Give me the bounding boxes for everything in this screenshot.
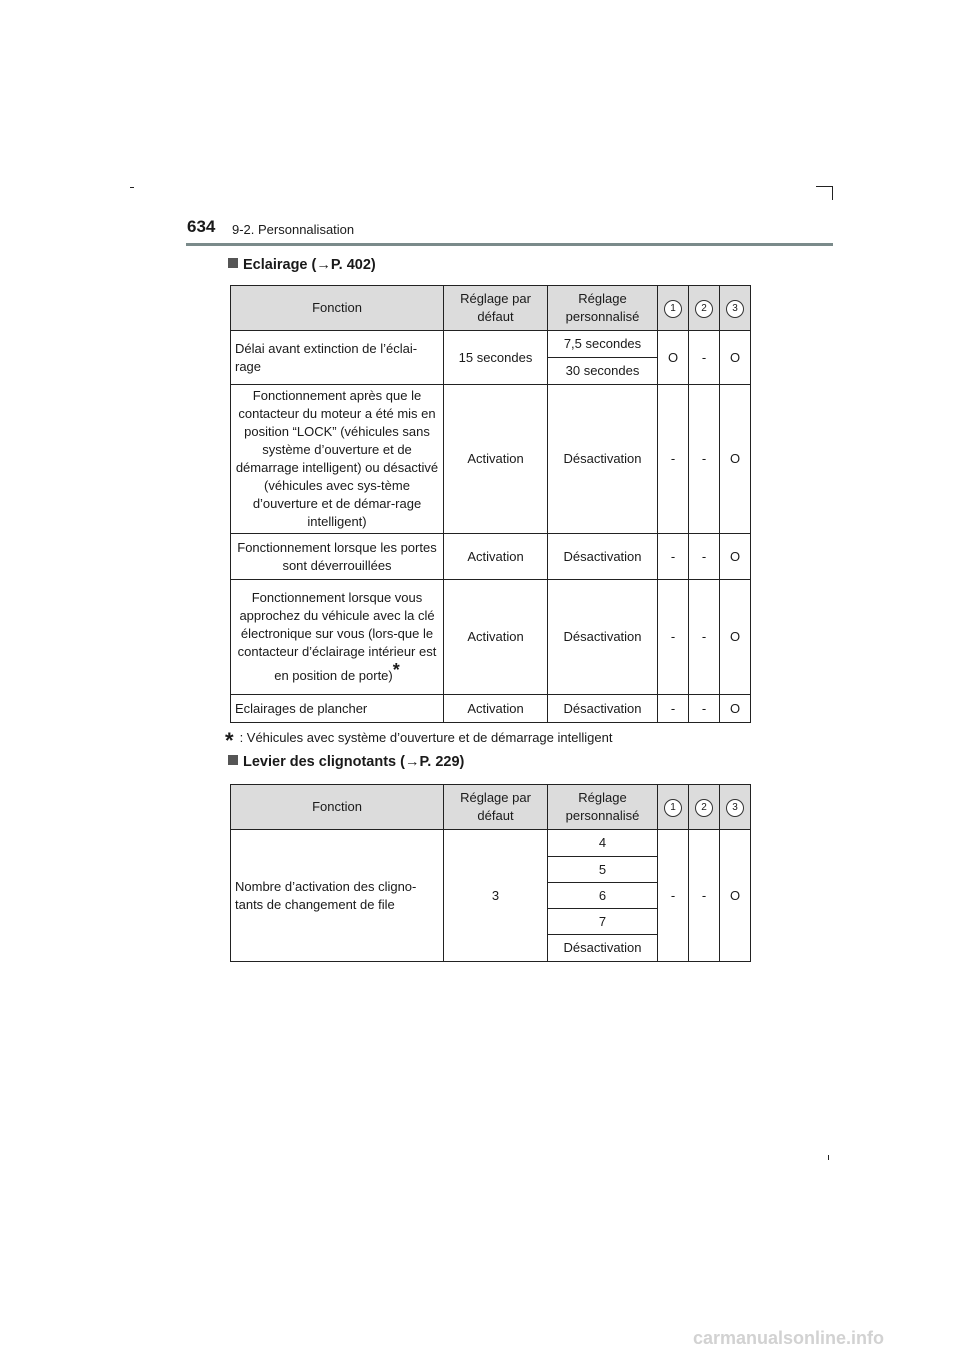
row-defaut: Activation	[444, 385, 548, 534]
header-mode-3	[720, 286, 751, 331]
turn-signal-heading-text: Levier des clignotants (→P. 229)	[243, 754, 465, 770]
crop-mark-bottom-right	[828, 1155, 829, 1160]
row-mode-2: -	[689, 534, 720, 580]
header-fonction: Fonction	[231, 286, 444, 331]
row-mode-2: -	[689, 385, 720, 534]
page-number: 634	[187, 217, 216, 236]
circled-3-icon: 3	[726, 300, 744, 318]
header-personnalise: Réglage personnalisé	[548, 785, 658, 830]
row-mode-3: O	[720, 385, 751, 534]
row-personnalise: Désactivation	[548, 385, 658, 534]
crop-mark-top-left	[130, 187, 134, 188]
lighting-table	[230, 285, 751, 723]
row-defaut: 3	[444, 830, 548, 962]
header-divider	[186, 243, 833, 246]
table-row	[231, 695, 751, 723]
row-fonction: Fonctionnement après que le contacteur du moteur a été mis en position “LOCK” (véhicules sans système d’ouverture et de démarrage intelligent) ou désactivé (véhicules avec sys-tème d’ouverture et de démar-rage intelligent)	[231, 385, 444, 534]
footnote	[225, 728, 612, 754]
row-mode-3: O	[720, 830, 751, 962]
row-fonction: Eclairages de plancher	[231, 695, 444, 723]
row-mode-1: -	[658, 695, 689, 723]
row-fonction: Délai avant extinction de l’éclai-rage	[231, 331, 444, 385]
lighting-heading-text: Eclairage (→P. 402)	[243, 257, 376, 273]
footnote-star: *	[225, 728, 234, 753]
footnote-text: : Véhicules avec système d’ouverture et de démarrage intelligent	[239, 730, 613, 745]
row-fonction	[231, 580, 444, 695]
row-fonction: Nombre d’activation des cligno-tants de changement de file	[231, 830, 444, 962]
row-option: 5	[548, 857, 658, 883]
row-mode-3: O	[720, 534, 751, 580]
table-header-row	[231, 286, 751, 331]
row-mode-1: -	[658, 385, 689, 534]
header-mode-2	[689, 286, 720, 331]
row-mode-1: -	[658, 580, 689, 695]
row-option: 6	[548, 883, 658, 909]
row-mode-3: O	[720, 331, 751, 385]
square-bullet-icon	[228, 755, 238, 765]
table-row	[231, 534, 751, 580]
row-fonction: Fonctionnement lorsque les portes sont déverrouillées	[231, 534, 444, 580]
header-mode-3	[720, 785, 751, 830]
table-row	[231, 580, 751, 695]
row-personnalise: Désactivation	[548, 534, 658, 580]
row-option: 4	[548, 830, 658, 857]
table-header-row	[231, 785, 751, 830]
row-defaut: Activation	[444, 695, 548, 723]
circled-2-icon: 2	[695, 300, 713, 318]
row-mode-2: -	[689, 580, 720, 695]
row-mode-3: O	[720, 580, 751, 695]
circled-1-icon: 1	[664, 300, 682, 318]
turn-signal-heading	[228, 754, 464, 770]
row-option: 7,5 secondes	[548, 331, 658, 358]
header-personnalise: Réglage personnalisé	[548, 286, 658, 331]
crop-mark-top-right	[832, 186, 833, 200]
row-option: 30 secondes	[548, 358, 658, 385]
row-personnalise: Désactivation	[548, 695, 658, 723]
section-title: 9-2. Personnalisation	[232, 222, 355, 237]
row-mode-1: -	[658, 534, 689, 580]
circled-2-icon: 2	[695, 799, 713, 817]
row-option: 7	[548, 909, 658, 935]
row-defaut: Activation	[444, 580, 548, 695]
square-bullet-icon	[228, 258, 238, 268]
watermark: carmanualsonline.info	[693, 1328, 885, 1348]
table-row	[231, 385, 751, 534]
crop-mark-top-right	[816, 186, 833, 187]
row-defaut: 15 secondes	[444, 331, 548, 385]
row-personnalise: Désactivation	[548, 580, 658, 695]
row-mode-2: -	[689, 830, 720, 962]
row-mode-1: -	[658, 830, 689, 962]
header-mode-1	[658, 785, 689, 830]
circled-1-icon: 1	[664, 799, 682, 817]
row-mode-3: O	[720, 695, 751, 723]
table-row	[231, 830, 751, 857]
header-defaut: Réglage par défaut	[444, 286, 548, 331]
row-mode-2: -	[689, 695, 720, 723]
header-mode-2	[689, 785, 720, 830]
turn-signal-table	[230, 784, 751, 962]
header-fonction: Fonction	[231, 785, 444, 830]
row-mode-1: O	[658, 331, 689, 385]
lighting-heading	[228, 257, 376, 273]
row-option: Désactivation	[548, 935, 658, 962]
header-defaut: Réglage par défaut	[444, 785, 548, 830]
circled-3-icon: 3	[726, 799, 744, 817]
row-fonction-text: Fonctionnement lorsque vous approchez du véhicule avec la clé électronique sur vous (lors-que le contacteur d’éclairage intérieur est en position de porte)	[237, 590, 437, 683]
row-defaut: Activation	[444, 534, 548, 580]
footnote-marker: *	[392, 660, 400, 680]
header-mode-1	[658, 286, 689, 331]
row-mode-2: -	[689, 331, 720, 385]
table-row	[231, 331, 751, 358]
